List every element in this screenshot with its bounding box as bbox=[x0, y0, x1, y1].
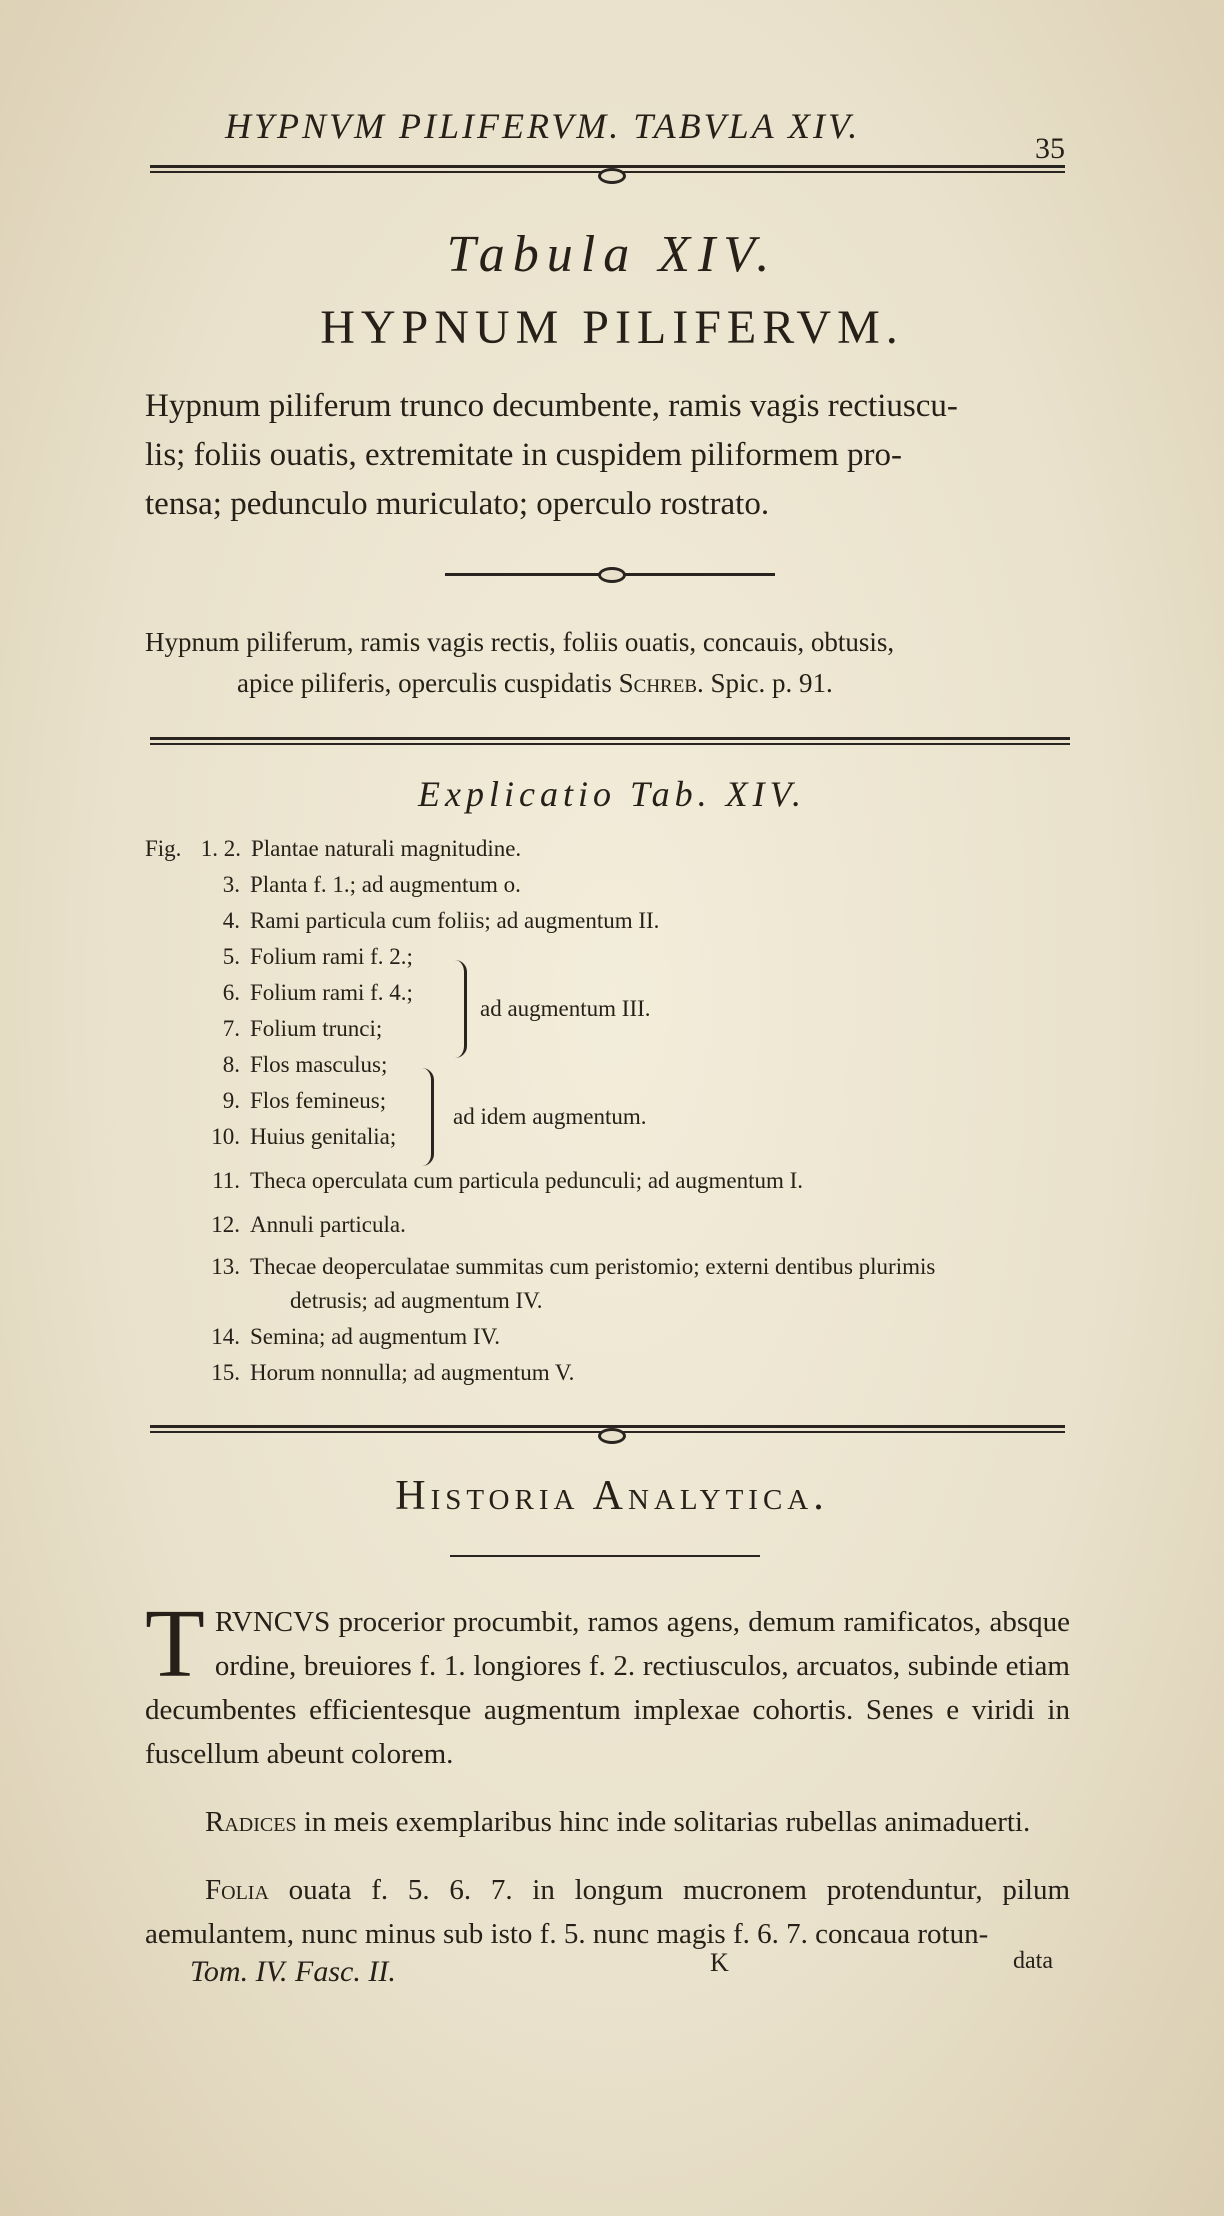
figure-item bbox=[145, 980, 413, 1006]
species-diagnosis bbox=[145, 382, 1075, 529]
synonym-author: Schreb. bbox=[618, 668, 704, 698]
figure-text: Folium rami f. 4.; bbox=[250, 980, 413, 1005]
figure-number: 11. bbox=[212, 1168, 240, 1193]
paragraph-lead: Radices bbox=[205, 1806, 297, 1838]
diagnosis-line: lis; foliis ouatis, extremitate in cuspidem piliformem pro- bbox=[145, 437, 903, 473]
brace-label-2: ad idem augmentum. bbox=[453, 1104, 647, 1129]
divider-ornament bbox=[598, 567, 626, 583]
paragraph-radices bbox=[145, 1800, 1070, 1844]
brace-group-2 bbox=[417, 1068, 434, 1166]
species-title: HYPNUM PILIFERVM. bbox=[320, 301, 904, 354]
paragraph-folia bbox=[145, 1868, 1070, 1956]
synonym-text: apice piliferis, operculis cuspidatis bbox=[237, 668, 612, 698]
figure-number: 1. 2. bbox=[200, 836, 241, 861]
figure-text: Planta f. 1.; ad augmentum o. bbox=[250, 872, 521, 897]
figure-item bbox=[145, 1324, 500, 1350]
figure-lead: Fig. bbox=[145, 836, 182, 861]
figure-item bbox=[145, 872, 521, 898]
figure-number: 7. bbox=[222, 1016, 240, 1041]
figure-text: Annuli particula. bbox=[250, 1212, 406, 1237]
body-text bbox=[145, 1590, 1070, 1980]
brace-label-1: ad augmentum III. bbox=[480, 996, 651, 1021]
figure-text: Flos masculus; bbox=[250, 1052, 388, 1077]
figure-number: 10. bbox=[211, 1124, 240, 1149]
running-head: HYPNVM PILIFERVM. TABVLA XIV. bbox=[225, 106, 861, 146]
figure-item bbox=[145, 944, 413, 970]
figure-item bbox=[145, 1088, 386, 1114]
figure-number: 6. bbox=[222, 980, 240, 1005]
paragraph-truncus bbox=[145, 1590, 1070, 1776]
figure-text: Thecae deoperculatae summitas cum peristomio; externi dentibus plurimis bbox=[250, 1254, 936, 1279]
figure-text: Theca operculata cum particula pedunculi; ad augmentum I. bbox=[250, 1168, 804, 1193]
figure-number: 4. bbox=[222, 908, 240, 933]
figure-item bbox=[145, 1016, 382, 1042]
figure-number: 13. bbox=[211, 1254, 240, 1279]
figure-number: 3. bbox=[222, 872, 240, 897]
figure-number: 5. bbox=[222, 944, 240, 969]
figure-item bbox=[145, 1124, 396, 1150]
paragraph-lead: Folia bbox=[205, 1874, 269, 1906]
explicatio-title: Explicatio Tab. XIV. bbox=[418, 774, 806, 814]
plate-title: Tabula XIV. bbox=[446, 226, 778, 283]
synonym-line: Hypnum piliferum, ramis vagis rectis, foliis ouatis, concauis, obtusis, bbox=[145, 627, 895, 657]
figure-text: Flos femineus; bbox=[250, 1088, 387, 1113]
figure-text: Folium trunci; bbox=[250, 1016, 383, 1041]
figure-text: Horum nonnulla; ad augmentum V. bbox=[250, 1360, 575, 1385]
paragraph-text: RVNCVS procerior procumbit, ramos agens, demum ramificatos, absque ordine, breuiores f. 1. longiores f. 2. rectiusculos, arcuatos, subinde etiam decumbentes efficientesque augmentum implexae cohortis. Senes e viridi in fuscellum abeunt colorem. bbox=[145, 1606, 1070, 1770]
figure-item bbox=[145, 908, 659, 934]
figure-text: Semina; ad augmentum IV. bbox=[250, 1324, 500, 1349]
figure-text: Huius genitalia; bbox=[250, 1124, 397, 1149]
figure-text: Plantae naturali magnitudine. bbox=[251, 836, 522, 861]
figure-number: 12. bbox=[211, 1212, 240, 1237]
figure-number: 9. bbox=[222, 1088, 240, 1113]
figure-number: 14. bbox=[211, 1324, 240, 1349]
catchword: data bbox=[1013, 1948, 1053, 1974]
header-ornament bbox=[598, 168, 626, 184]
page-number: 35 bbox=[1035, 132, 1065, 165]
historia-title: Historia Analytica. bbox=[395, 1473, 829, 1519]
figure-text: Rami particula cum foliis; ad augmentum II. bbox=[250, 908, 660, 933]
synonym-reference: Spic. p. 91. bbox=[710, 668, 833, 698]
signature-mark: K bbox=[710, 1948, 729, 1977]
paragraph-text: in meis exemplaribus hinc inde solitarias rubellas animaduerti. bbox=[303, 1806, 1031, 1838]
volume-reference: Tom. IV. Fasc. II. bbox=[190, 1955, 396, 1988]
figure-text: detrusis; ad augmentum IV. bbox=[290, 1288, 543, 1313]
figure-item bbox=[145, 1052, 387, 1078]
figure-item bbox=[145, 1254, 935, 1280]
figure-item bbox=[145, 1212, 406, 1238]
short-rule bbox=[450, 1555, 760, 1557]
drop-cap: T bbox=[145, 1590, 205, 1698]
synonym-line bbox=[145, 663, 1075, 704]
figure-item bbox=[145, 1288, 543, 1314]
diagnosis-line: tensa; pedunculo muriculato; operculo rostrato. bbox=[145, 486, 770, 522]
figure-text: Folium rami f. 2.; bbox=[250, 944, 413, 969]
figure-item bbox=[145, 1360, 574, 1386]
brace-group-1 bbox=[450, 960, 467, 1058]
section-rule bbox=[150, 737, 1070, 745]
figure-item bbox=[145, 1168, 803, 1194]
paragraph-text: ouata f. 5. 6. 7. in longum mucronem protenduntur, pilum aemulantem, nunc minus sub isto f. 5. nunc magis f. 6. 7. concaua rotun- bbox=[145, 1874, 1070, 1950]
diagnosis-line: Hypnum piliferum trunco decumbente, ramis vagis rectiuscu- bbox=[145, 388, 958, 424]
figure-item bbox=[145, 836, 521, 862]
figure-number: 8. bbox=[222, 1052, 240, 1077]
section-ornament bbox=[598, 1428, 626, 1444]
figure-number: 15. bbox=[211, 1360, 240, 1385]
synonym-citation bbox=[145, 622, 1075, 704]
